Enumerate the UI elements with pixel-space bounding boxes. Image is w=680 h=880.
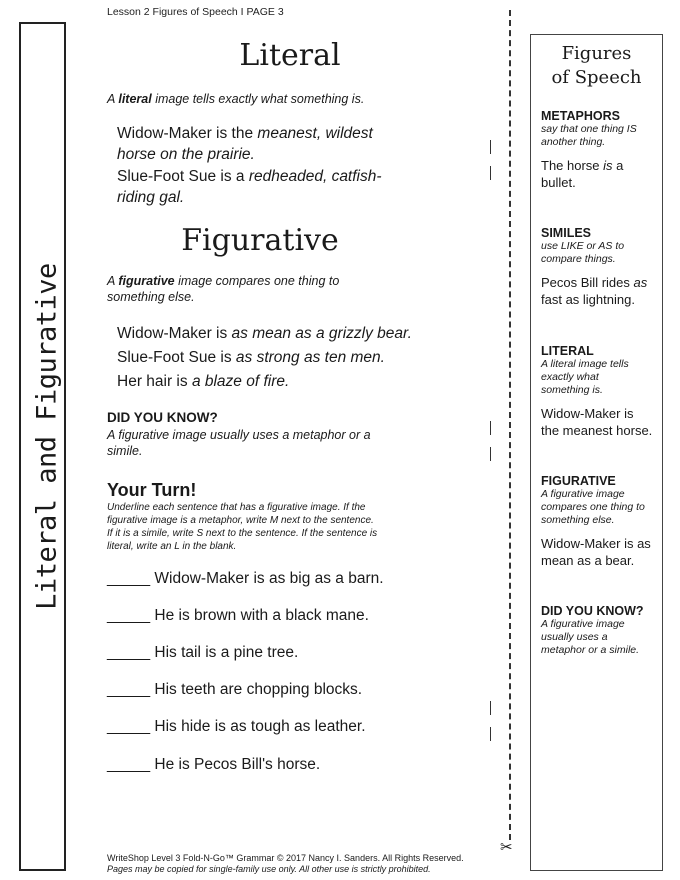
sidebar-metaphors: METAPHORS say that one thing IS another thing. The horse is a bullet. xyxy=(541,109,637,190)
did-you-know-line2: simile. xyxy=(107,444,143,458)
figurative-heading: Figurative xyxy=(181,223,339,258)
figurative-intro: A figurative image compares one thing to xyxy=(107,274,340,288)
fold-tick xyxy=(490,140,491,154)
exercise-item[interactable]: _____ His hide is as tough as leather. xyxy=(107,718,366,735)
vertical-title: Literal and Figurative xyxy=(31,263,63,610)
figurative-example-3: Her hair is a blaze of fire. xyxy=(117,373,290,390)
your-turn-title: Your Turn! xyxy=(107,480,197,500)
exercise-item[interactable]: _____ He is Pecos Bill's horse. xyxy=(107,756,321,773)
your-turn-instructions: Underline each sentence that has a figurative image. If the figurative image is a metaphor, write M next to the sentence. If it is a simile, write S next to the sentence. If the sentence is literal, write an L in the blank. xyxy=(107,502,378,552)
exercise-item[interactable]: _____ Widow-Maker is as big as a barn. xyxy=(107,570,384,587)
sidebar-similes: SIMILES use LIKE or AS to compare things. Pecos Bill rides as fast as lightning. xyxy=(541,226,648,307)
sidebar-title: Figures of Speech xyxy=(551,43,642,88)
literal-intro: A literal image tells exactly what something is. xyxy=(107,92,365,106)
literal-heading: Literal xyxy=(239,38,341,73)
exercise-item[interactable]: _____ His tail is a pine tree. xyxy=(107,644,299,661)
exercise-item[interactable]: _____ He is brown with a black mane. xyxy=(107,607,369,624)
figurative-intro-line2: something else. xyxy=(107,290,195,304)
fold-tick xyxy=(490,166,491,180)
literal-example-2-line2: riding gal. xyxy=(117,189,185,206)
fold-tick xyxy=(490,701,491,715)
sidebar-literal: LITERAL A literal image tells exactly what something is. Widow-Maker is the meanest horse. xyxy=(541,344,653,438)
sidebar-figurative: FIGURATIVE A figurative image compares one thing to something else. Widow-Maker is as mean as a bear. xyxy=(541,474,651,568)
cut-line xyxy=(509,10,511,840)
literal-example-1-line2: horse on the prairie. xyxy=(117,146,255,163)
exercise-item[interactable]: _____ His teeth are chopping blocks. xyxy=(107,681,363,698)
figurative-example-2: Slue-Foot Sue is as strong as ten men. xyxy=(117,349,385,366)
literal-example-1: Widow-Maker is the meanest, wildest xyxy=(117,125,373,142)
page-header: Lesson 2 Figures of Speech I PAGE 3 xyxy=(107,6,284,18)
footer: WriteShop Level 3 Fold-N-Go™ Grammar © 2017 Nancy I. Sanders. All Rights Reserved. Pages may be copied for single-family use only. All other use is strictly prohibited. xyxy=(107,853,464,874)
did-you-know-line1: A figurative image usually uses a metaphor or a xyxy=(107,428,371,442)
did-you-know-title: DID YOU KNOW? xyxy=(107,410,218,425)
fold-tick xyxy=(490,727,491,741)
fold-tick xyxy=(490,447,491,461)
fold-tick xyxy=(490,421,491,435)
figurative-example-1: Widow-Maker is as mean as a grizzly bear. xyxy=(117,325,412,342)
scissors-icon: ✂ xyxy=(500,839,513,856)
literal-example-2: Slue-Foot Sue is a redheaded, catfish- xyxy=(117,168,382,185)
sidebar-did-you-know: DID YOU KNOW? A figurative image usually uses a metaphor or a simile. xyxy=(541,604,644,656)
